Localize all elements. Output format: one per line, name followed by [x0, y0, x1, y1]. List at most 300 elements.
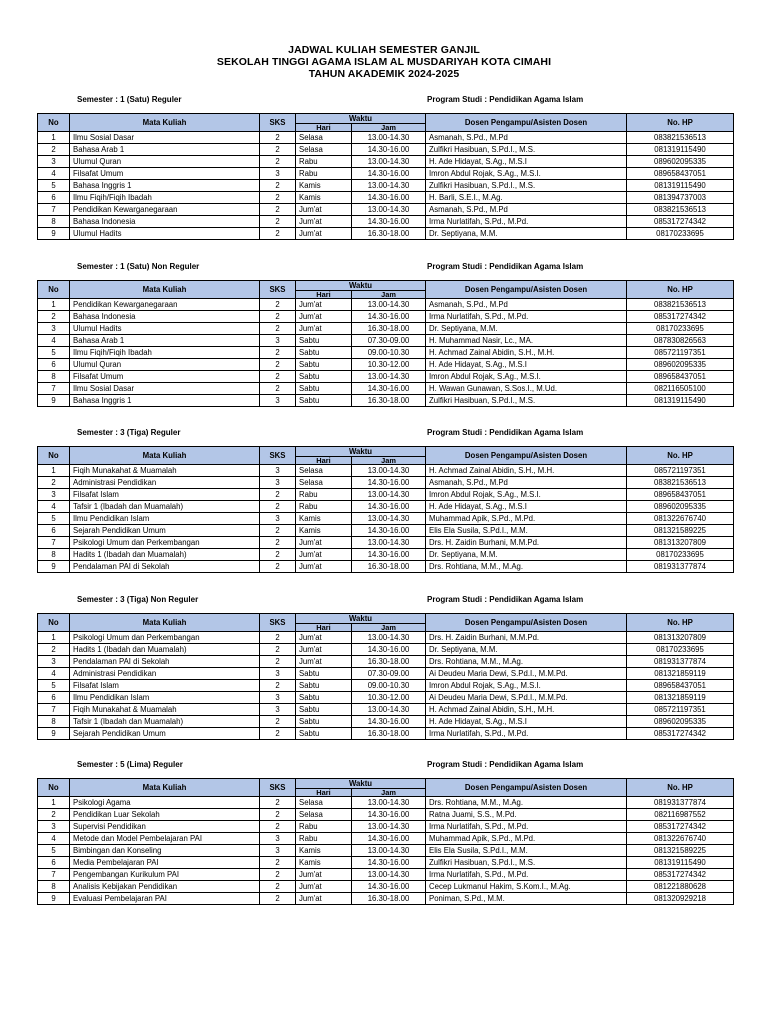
schedule-section — [37, 262, 733, 407]
cell-sks: 3 — [260, 335, 296, 347]
cell-hari: Sabtu — [296, 335, 352, 347]
cell-dosen: Drs. Rohtiana, M.M., M.Ag. — [426, 797, 627, 809]
cell-no: 2 — [38, 644, 70, 656]
header-dosen: Dosen Pengampu/Asisten Dosen — [426, 114, 627, 132]
cell-no: 3 — [38, 323, 70, 335]
cell-sks: 3 — [260, 845, 296, 857]
cell-sks: 2 — [260, 156, 296, 168]
table-row — [38, 869, 734, 881]
cell-dosen: Ratna Juami, S.S., M.Pd. — [426, 809, 627, 821]
cell-hp: 085317274342 — [627, 311, 734, 323]
cell-mata-kuliah: Sejarah Pendidikan Umum — [70, 728, 260, 740]
cell-jam: 14.30-16.00 — [352, 881, 426, 893]
cell-sks: 2 — [260, 656, 296, 668]
cell-no: 4 — [38, 668, 70, 680]
cell-dosen: Irma Nurlatifah, S.Pd., M.Pd. — [426, 728, 627, 740]
cell-no: 2 — [38, 311, 70, 323]
cell-hari: Jum'at — [296, 656, 352, 668]
schedule-section — [37, 760, 733, 905]
cell-sks: 3 — [260, 692, 296, 704]
cell-dosen: Zulfikri Hasibuan, S.Pd.I., M.S. — [426, 857, 627, 869]
cell-jam: 16.30-18.00 — [352, 323, 426, 335]
cell-mata-kuliah: Pendidikan Kewarganegaraan — [70, 204, 260, 216]
cell-hari: Kamis — [296, 845, 352, 857]
cell-hari: Jum'at — [296, 869, 352, 881]
cell-no: 5 — [38, 845, 70, 857]
cell-no: 3 — [38, 489, 70, 501]
cell-no: 4 — [38, 501, 70, 513]
cell-hari: Kamis — [296, 192, 352, 204]
cell-hari: Selasa — [296, 797, 352, 809]
cell-hari: Jum'at — [296, 632, 352, 644]
cell-jam: 13.00-14.30 — [352, 299, 426, 311]
cell-sks: 2 — [260, 821, 296, 833]
cell-jam: 13.00-14.30 — [352, 465, 426, 477]
header-hp: No. HP — [627, 114, 734, 132]
cell-mata-kuliah: Fiqih Munakahat & Muamalah — [70, 465, 260, 477]
cell-jam: 14.30-16.00 — [352, 144, 426, 156]
cell-jam: 14.30-16.00 — [352, 644, 426, 656]
cell-hp: 081931377874 — [627, 561, 734, 573]
cell-mata-kuliah: Pendidikan Luar Sekolah — [70, 809, 260, 821]
cell-no: 5 — [38, 347, 70, 359]
cell-jam: 14.30-16.00 — [352, 833, 426, 845]
cell-mata-kuliah: Ilmu Fiqih/Fiqih Ibadah — [70, 347, 260, 359]
cell-mata-kuliah: Bahasa Indonesia — [70, 311, 260, 323]
cell-mata-kuliah: Tafsir 1 (Ibadah dan Muamalah) — [70, 501, 260, 513]
cell-hari: Kamis — [296, 857, 352, 869]
schedule-section — [37, 595, 733, 740]
cell-dosen: Drs. H. Zaidin Burhani, M.M.Pd. — [426, 632, 627, 644]
table-row — [38, 797, 734, 809]
cell-no: 7 — [38, 704, 70, 716]
cell-sks: 2 — [260, 881, 296, 893]
semester-label: Semester : 3 (Tiga) Non Reguler — [77, 595, 199, 604]
cell-sks: 2 — [260, 716, 296, 728]
cell-hp: 082116505100 — [627, 383, 734, 395]
header-hp: No. HP — [627, 614, 734, 632]
cell-hp: 08170233695 — [627, 228, 734, 240]
table-row — [38, 549, 734, 561]
table-row — [38, 132, 734, 144]
cell-sks: 2 — [260, 501, 296, 513]
cell-mata-kuliah: Ilmu Sosial Dasar — [70, 383, 260, 395]
cell-hari: Rabu — [296, 821, 352, 833]
program-label: Program Studi : Pendidikan Agama Islam — [427, 760, 584, 769]
cell-sks: 3 — [260, 513, 296, 525]
cell-hp: 089602095335 — [627, 501, 734, 513]
cell-sks: 2 — [260, 797, 296, 809]
cell-jam: 16.30-18.00 — [352, 656, 426, 668]
cell-jam: 13.00-14.30 — [352, 797, 426, 809]
cell-hari: Sabtu — [296, 359, 352, 371]
cell-mata-kuliah: Analisis Kebijakan Pendidikan — [70, 881, 260, 893]
cell-sks: 2 — [260, 347, 296, 359]
cell-hp: 087830826563 — [627, 335, 734, 347]
cell-hari: Jum'at — [296, 644, 352, 656]
cell-mata-kuliah: Filsafat Umum — [70, 371, 260, 383]
cell-hari: Sabtu — [296, 680, 352, 692]
cell-hp: 08170233695 — [627, 549, 734, 561]
cell-no: 3 — [38, 821, 70, 833]
cell-sks: 2 — [260, 893, 296, 905]
cell-sks: 3 — [260, 168, 296, 180]
table-row — [38, 881, 734, 893]
cell-dosen: Imron Abdul Rojak, S.Ag., M.S.I. — [426, 489, 627, 501]
table-row — [38, 299, 734, 311]
cell-jam: 16.30-18.00 — [352, 728, 426, 740]
table-row — [38, 821, 734, 833]
cell-mata-kuliah: Psikologi Agama — [70, 797, 260, 809]
title-line-2: SEKOLAH TINGGI AGAMA ISLAM AL MUSDARIYAH KOTA CIMAHI — [216, 56, 552, 68]
cell-no: 5 — [38, 680, 70, 692]
cell-jam: 14.30-16.00 — [352, 549, 426, 561]
cell-hari: Jum'at — [296, 537, 352, 549]
cell-dosen: Asmanah, S.Pd., M.Pd — [426, 299, 627, 311]
cell-mata-kuliah: Media Pembelajaran PAI — [70, 857, 260, 869]
cell-no: 9 — [38, 561, 70, 573]
header-mata-kuliah: Mata Kuliah — [70, 779, 260, 797]
cell-hp: 081221880628 — [627, 881, 734, 893]
cell-no: 1 — [38, 632, 70, 644]
cell-mata-kuliah: Filsafat Islam — [70, 680, 260, 692]
cell-hp: 081322676740 — [627, 513, 734, 525]
cell-no: 5 — [38, 513, 70, 525]
cell-sks: 2 — [260, 644, 296, 656]
table-row — [38, 335, 734, 347]
cell-sks: 2 — [260, 489, 296, 501]
cell-sks: 3 — [260, 668, 296, 680]
table-row — [38, 204, 734, 216]
header-waktu: Waktu — [296, 614, 426, 624]
cell-mata-kuliah: Metode dan Model Pembelajaran PAI — [70, 833, 260, 845]
header-no: No — [38, 114, 70, 132]
cell-dosen: H. Ade Hidayat, S.Ag., M.S.I — [426, 716, 627, 728]
cell-dosen: Dr. Septiyana, M.M. — [426, 228, 627, 240]
cell-sks: 2 — [260, 204, 296, 216]
cell-no: 4 — [38, 833, 70, 845]
cell-dosen: Irma Nurlatifah, S.Pd., M.Pd. — [426, 821, 627, 833]
cell-jam: 13.00-14.30 — [352, 632, 426, 644]
cell-dosen: Ai Deudeu Maria Dewi, S.Pd.I., M.M.Pd. — [426, 668, 627, 680]
cell-jam: 14.30-16.00 — [352, 525, 426, 537]
cell-hari: Sabtu — [296, 704, 352, 716]
table-row — [38, 656, 734, 668]
schedule-section — [37, 95, 733, 240]
header-jam: Jam — [352, 624, 426, 632]
header-sks: SKS — [260, 779, 296, 797]
cell-mata-kuliah: Pendalaman PAI di Sekolah — [70, 561, 260, 573]
header-no: No — [38, 447, 70, 465]
cell-no: 3 — [38, 156, 70, 168]
header-hari: Hari — [296, 291, 352, 299]
table-row — [38, 477, 734, 489]
cell-no: 7 — [38, 537, 70, 549]
cell-hp: 081313207809 — [627, 537, 734, 549]
cell-mata-kuliah: Supervisi Pendidikan — [70, 821, 260, 833]
cell-jam: 14.30-16.00 — [352, 809, 426, 821]
cell-jam: 09.00-10.30 — [352, 347, 426, 359]
cell-no: 8 — [38, 216, 70, 228]
header-no: No — [38, 779, 70, 797]
cell-hari: Kamis — [296, 180, 352, 192]
schedule-section — [37, 428, 733, 573]
semester-label: Semester : 5 (Lima) Reguler — [77, 760, 183, 769]
cell-sks: 2 — [260, 311, 296, 323]
cell-mata-kuliah: Psikologi Umum dan Perkembangan — [70, 537, 260, 549]
header-sks: SKS — [260, 447, 296, 465]
table-row — [38, 857, 734, 869]
table-row — [38, 704, 734, 716]
cell-dosen: Imron Abdul Rojak, S.Ag., M.S.I. — [426, 168, 627, 180]
header-sks: SKS — [260, 614, 296, 632]
cell-no: 1 — [38, 299, 70, 311]
cell-jam: 13.00-14.30 — [352, 513, 426, 525]
cell-jam: 14.30-16.00 — [352, 501, 426, 513]
header-waktu: Waktu — [296, 281, 426, 291]
cell-no: 7 — [38, 869, 70, 881]
table-row — [38, 156, 734, 168]
table-row — [38, 632, 734, 644]
cell-sks: 2 — [260, 383, 296, 395]
cell-sks: 2 — [260, 809, 296, 821]
cell-jam: 13.00-14.30 — [352, 537, 426, 549]
header-no: No — [38, 281, 70, 299]
cell-dosen: Asmanah, S.Pd., M.Pd — [426, 132, 627, 144]
header-jam: Jam — [352, 789, 426, 797]
cell-hp: 081319115490 — [627, 857, 734, 869]
cell-dosen: Zulfikri Hasibuan, S.Pd.I., M.S. — [426, 395, 627, 407]
cell-hp: 081321859119 — [627, 668, 734, 680]
cell-hari: Sabtu — [296, 347, 352, 359]
cell-dosen: Irma Nurlatifah, S.Pd., M.Pd. — [426, 311, 627, 323]
cell-sks: 2 — [260, 680, 296, 692]
header-hp: No. HP — [627, 447, 734, 465]
cell-hp: 083821536513 — [627, 204, 734, 216]
cell-hp: 081319115490 — [627, 144, 734, 156]
cell-hp: 085721197351 — [627, 465, 734, 477]
cell-mata-kuliah: Ulumul Hadits — [70, 228, 260, 240]
section-header — [37, 262, 733, 280]
cell-no: 8 — [38, 716, 70, 728]
cell-jam: 14.30-16.00 — [352, 216, 426, 228]
header-dosen: Dosen Pengampu/Asisten Dosen — [426, 614, 627, 632]
cell-dosen: Elis Ela Susila, S.Pd.I., M.M. — [426, 525, 627, 537]
cell-hp: 089602095335 — [627, 716, 734, 728]
cell-hp: 085317274342 — [627, 728, 734, 740]
cell-sks: 3 — [260, 395, 296, 407]
cell-mata-kuliah: Fiqih Munakahat & Muamalah — [70, 704, 260, 716]
cell-no: 9 — [38, 228, 70, 240]
table-row — [38, 893, 734, 905]
cell-no: 3 — [38, 656, 70, 668]
cell-dosen: H. Ade Hidayat, S.Ag., M.S.I — [426, 501, 627, 513]
header-mata-kuliah: Mata Kuliah — [70, 114, 260, 132]
cell-dosen: Muhammad Apik, S.Pd., M.Pd. — [426, 833, 627, 845]
table-row — [38, 489, 734, 501]
cell-jam: 13.00-14.30 — [352, 180, 426, 192]
cell-dosen: Drs. Rohtiana, M.M., M.Ag. — [426, 656, 627, 668]
cell-dosen: H. Barli, S.E.I., M.Ag. — [426, 192, 627, 204]
cell-sks: 2 — [260, 632, 296, 644]
table-row — [38, 680, 734, 692]
cell-mata-kuliah: Sejarah Pendidikan Umum — [70, 525, 260, 537]
header-hari: Hari — [296, 124, 352, 132]
cell-hp: 089658437051 — [627, 489, 734, 501]
cell-jam: 14.30-16.00 — [352, 383, 426, 395]
cell-hp: 081319115490 — [627, 395, 734, 407]
header-mata-kuliah: Mata Kuliah — [70, 281, 260, 299]
cell-no: 8 — [38, 371, 70, 383]
table-row — [38, 845, 734, 857]
cell-mata-kuliah: Ilmu Pendidikan Islam — [70, 513, 260, 525]
header-dosen: Dosen Pengampu/Asisten Dosen — [426, 779, 627, 797]
cell-hari: Selasa — [296, 809, 352, 821]
header-sks: SKS — [260, 114, 296, 132]
cell-jam: 13.00-14.30 — [352, 821, 426, 833]
cell-sks: 2 — [260, 144, 296, 156]
cell-dosen: Irma Nurlatifah, S.Pd., M.Pd. — [426, 216, 627, 228]
cell-jam: 14.30-16.00 — [352, 168, 426, 180]
cell-dosen: Drs. Rohtiana, M.M., M.Ag. — [426, 561, 627, 573]
cell-sks: 3 — [260, 465, 296, 477]
cell-mata-kuliah: Evaluasi Pembelajaran PAI — [70, 893, 260, 905]
cell-hp: 089658437051 — [627, 168, 734, 180]
cell-dosen: H. Achmad Zainal Abidin, S.H., M.H. — [426, 347, 627, 359]
section-header — [37, 760, 733, 778]
cell-sks: 2 — [260, 180, 296, 192]
section-header — [37, 95, 733, 113]
cell-hari: Sabtu — [296, 716, 352, 728]
table-row — [38, 644, 734, 656]
cell-mata-kuliah: Ilmu Fiqih/Fiqih Ibadah — [70, 192, 260, 204]
cell-mata-kuliah: Bahasa Indonesia — [70, 216, 260, 228]
schedule-table — [37, 113, 734, 240]
cell-hp: 081322676740 — [627, 833, 734, 845]
cell-sks: 2 — [260, 132, 296, 144]
cell-hari: Kamis — [296, 513, 352, 525]
table-row — [38, 144, 734, 156]
program-label: Program Studi : Pendidikan Agama Islam — [427, 428, 584, 437]
cell-hari: Sabtu — [296, 371, 352, 383]
cell-mata-kuliah: Pengembangan Kurikulum PAI — [70, 869, 260, 881]
cell-hp: 089602095335 — [627, 359, 734, 371]
title-line-1: JADWAL KULIAH SEMESTER GANJIL — [288, 44, 480, 56]
cell-jam: 16.30-18.00 — [352, 893, 426, 905]
table-row — [38, 383, 734, 395]
cell-dosen: H. Muhammad Nasir, Lc., MA. — [426, 335, 627, 347]
cell-jam: 13.00-14.30 — [352, 132, 426, 144]
cell-dosen: Ai Deudeu Maria Dewi, S.Pd.I., M.M.Pd. — [426, 692, 627, 704]
cell-jam: 16.30-18.00 — [352, 561, 426, 573]
cell-hp: 085317274342 — [627, 216, 734, 228]
cell-hari: Rabu — [296, 156, 352, 168]
cell-hari: Sabtu — [296, 383, 352, 395]
table-row — [38, 716, 734, 728]
cell-no: 6 — [38, 692, 70, 704]
cell-hp: 081321859119 — [627, 692, 734, 704]
cell-sks: 3 — [260, 704, 296, 716]
cell-mata-kuliah: Pendidikan Kewarganegaraan — [70, 299, 260, 311]
table-row — [38, 359, 734, 371]
cell-jam: 13.00-14.30 — [352, 845, 426, 857]
schedule-table — [37, 446, 734, 573]
cell-hp: 081394737003 — [627, 192, 734, 204]
header-dosen: Dosen Pengampu/Asisten Dosen — [426, 447, 627, 465]
cell-dosen: H. Wawan Gunawan, S.Sos.I., M.Ud. — [426, 383, 627, 395]
table-row — [38, 311, 734, 323]
header-hari: Hari — [296, 789, 352, 797]
table-row — [38, 692, 734, 704]
document-title — [0, 44, 768, 80]
cell-no: 6 — [38, 359, 70, 371]
section-header — [37, 595, 733, 613]
header-jam: Jam — [352, 124, 426, 132]
cell-mata-kuliah: Bimbingan dan Konseling — [70, 845, 260, 857]
cell-jam: 10.30-12.00 — [352, 692, 426, 704]
cell-hari: Sabtu — [296, 668, 352, 680]
table-row — [38, 371, 734, 383]
cell-jam: 14.30-16.00 — [352, 857, 426, 869]
cell-no: 7 — [38, 204, 70, 216]
table-row — [38, 537, 734, 549]
table-row — [38, 347, 734, 359]
table-row — [38, 216, 734, 228]
cell-mata-kuliah: Pendalaman PAI di Sekolah — [70, 656, 260, 668]
cell-dosen: H. Ade Hidayat, S.Ag., M.S.I — [426, 359, 627, 371]
cell-jam: 07.30-09.00 — [352, 335, 426, 347]
cell-hp: 085721197351 — [627, 347, 734, 359]
cell-mata-kuliah: Hadits 1 (Ibadah dan Muamalah) — [70, 644, 260, 656]
cell-dosen: Dr. Septiyana, M.M. — [426, 549, 627, 561]
schedule-table — [37, 613, 734, 740]
header-mata-kuliah: Mata Kuliah — [70, 447, 260, 465]
cell-hari: Sabtu — [296, 728, 352, 740]
cell-mata-kuliah: Tafsir 1 (Ibadah dan Muamalah) — [70, 716, 260, 728]
cell-no: 6 — [38, 525, 70, 537]
cell-mata-kuliah: Administrasi Pendidikan — [70, 477, 260, 489]
cell-dosen: H. Ade Hidayat, S.Ag., M.S.I — [426, 156, 627, 168]
table-row — [38, 323, 734, 335]
cell-hp: 085721197351 — [627, 704, 734, 716]
cell-jam: 14.30-16.00 — [352, 477, 426, 489]
cell-hp: 081931377874 — [627, 656, 734, 668]
cell-hp: 083821536513 — [627, 299, 734, 311]
cell-dosen: Muhammad Apik, S.Pd., M.Pd. — [426, 513, 627, 525]
cell-mata-kuliah: Ilmu Sosial Dasar — [70, 132, 260, 144]
cell-no: 9 — [38, 728, 70, 740]
cell-mata-kuliah: Bahasa Inggris 1 — [70, 180, 260, 192]
header-jam: Jam — [352, 457, 426, 465]
cell-dosen: Dr. Septiyana, M.M. — [426, 323, 627, 335]
cell-dosen: Irma Nurlatifah, S.Pd., M.Pd. — [426, 869, 627, 881]
cell-sks: 2 — [260, 549, 296, 561]
cell-sks: 2 — [260, 728, 296, 740]
cell-sks: 3 — [260, 833, 296, 845]
cell-no: 8 — [38, 881, 70, 893]
cell-no: 6 — [38, 192, 70, 204]
cell-hp: 083821536513 — [627, 477, 734, 489]
header-no: No — [38, 614, 70, 632]
cell-hp: 081321589225 — [627, 845, 734, 857]
cell-no: 1 — [38, 132, 70, 144]
cell-jam: 13.00-14.30 — [352, 156, 426, 168]
header-sks: SKS — [260, 281, 296, 299]
table-row — [38, 525, 734, 537]
cell-hp: 083821536513 — [627, 132, 734, 144]
cell-dosen: Elis Ela Susila, S.Pd.I., M.M. — [426, 845, 627, 857]
cell-hp: 089658437051 — [627, 680, 734, 692]
